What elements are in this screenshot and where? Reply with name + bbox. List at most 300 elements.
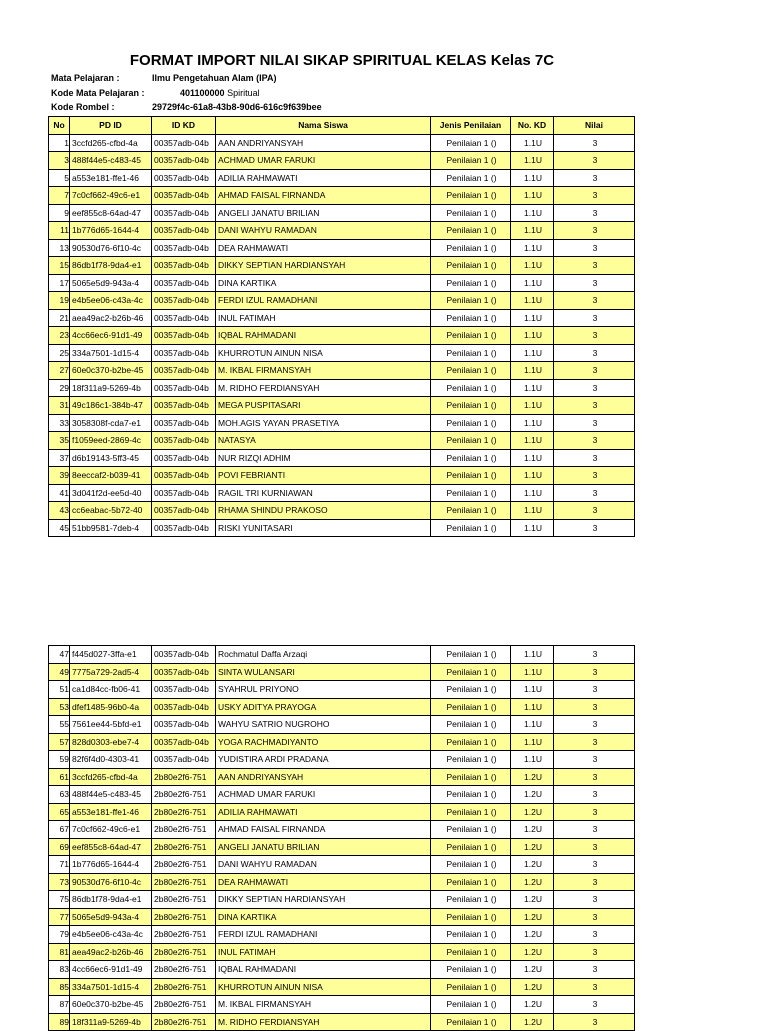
table-row [49,1013,635,1031]
cell-no-kd: 1.1U [511,152,554,170]
table-row [49,856,635,874]
table-row [49,344,635,362]
cell-nama-siswa: AHMAD FAISAL FIRNANDA [216,821,431,839]
cell-no-kd: 1.1U [511,733,554,751]
cell-id-kd: 2b80e2f6-751 [152,838,216,856]
cell-id-kd: 2b80e2f6-751 [152,961,216,979]
cell-jenis-penilaian: Penilaian 1 () [431,908,511,926]
cell-nilai: 3 [554,961,635,979]
cell-pd-id: aea49ac2-b26b-46 [70,309,152,327]
cell-id-kd: 00357adb-04b [152,502,216,520]
cell-id-kd: 2b80e2f6-751 [152,978,216,996]
cell-nilai: 3 [554,891,635,909]
cell-nilai: 3 [554,698,635,716]
cell-nama-siswa: SYAHRUL PRIYONO [216,681,431,699]
cell-id-kd: 00357adb-04b [152,698,216,716]
cell-no: 45 [49,519,70,537]
cell-no-kd: 1.1U [511,397,554,415]
table-row [49,467,635,485]
cell-pd-id: dfef1485-96b0-4a [70,698,152,716]
cell-id-kd: 00357adb-04b [152,733,216,751]
table-row [49,961,635,979]
meta-label: Kode Rombel : [51,102,115,112]
cell-no: 23 [49,327,70,345]
table-row [49,379,635,397]
cell-nama-siswa: AAN ANDRIYANSYAH [216,768,431,786]
cell-pd-id: 4cc66ec6-91d1-49 [70,327,152,345]
cell-no: 67 [49,821,70,839]
cell-nilai: 3 [554,821,635,839]
cell-nama-siswa: RAGIL TRI KURNIAWAN [216,484,431,502]
cell-jenis-penilaian: Penilaian 1 () [431,467,511,485]
cell-nama-siswa: USKY ADITYA PRAYOGA [216,698,431,716]
cell-no: 9 [49,204,70,222]
cell-nama-siswa: YUDISTIRA ARDI PRADANA [216,751,431,769]
cell-id-kd: 00357adb-04b [152,414,216,432]
cell-no-kd: 1.1U [511,751,554,769]
cell-no-kd: 1.1U [511,257,554,275]
cell-nilai: 3 [554,169,635,187]
cell-no: 29 [49,379,70,397]
cell-no-kd: 1.1U [511,414,554,432]
cell-no: 59 [49,751,70,769]
cell-nilai: 3 [554,1013,635,1031]
cell-jenis-penilaian: Penilaian 1 () [431,379,511,397]
cell-pd-id: 60e0c370-b2be-45 [70,996,152,1014]
cell-no: 77 [49,908,70,926]
column-header: Jenis Penilaian [431,117,511,135]
cell-pd-id: 1b776d65-1644-4 [70,222,152,240]
cell-nilai: 3 [554,873,635,891]
meta-value: Ilmu Pengetahuan Alam (IPA) [152,73,277,83]
cell-jenis-penilaian: Penilaian 1 () [431,397,511,415]
cell-id-kd: 00357adb-04b [152,519,216,537]
cell-jenis-penilaian: Penilaian 1 () [431,751,511,769]
cell-jenis-penilaian: Penilaian 1 () [431,239,511,257]
cell-no-kd: 1.1U [511,239,554,257]
cell-nama-siswa: RHAMA SHINDU PRAKOSO [216,502,431,520]
cell-jenis-penilaian: Penilaian 1 () [431,961,511,979]
table-row [49,803,635,821]
cell-nilai: 3 [554,362,635,380]
cell-nilai: 3 [554,751,635,769]
cell-pd-id: 49c186c1-384b-47 [70,397,152,415]
cell-no-kd: 1.1U [511,344,554,362]
cell-pd-id: d6b19143-5ff3-45 [70,449,152,467]
meta-value: 401100000 [180,88,225,98]
cell-no-kd: 1.1U [511,169,554,187]
cell-nama-siswa: MOH.AGIS YAYAN PRASETIYA [216,414,431,432]
cell-id-kd: 00357adb-04b [152,663,216,681]
cell-no-kd: 1.2U [511,891,554,909]
table-row [49,943,635,961]
cell-nilai: 3 [554,733,635,751]
table-row [49,519,635,537]
cell-jenis-penilaian: Penilaian 1 () [431,292,511,310]
cell-nama-siswa: M. IKBAL FIRMANSYAH [216,996,431,1014]
cell-nama-siswa: DEA RAHMAWATI [216,239,431,257]
cell-id-kd: 2b80e2f6-751 [152,856,216,874]
table-row [49,978,635,996]
cell-jenis-penilaian: Penilaian 1 () [431,327,511,345]
cell-no: 43 [49,502,70,520]
cell-no-kd: 1.2U [511,1013,554,1031]
table-row [49,873,635,891]
cell-id-kd: 00357adb-04b [152,222,216,240]
cell-nilai: 3 [554,152,635,170]
table-row [49,663,635,681]
cell-nilai: 3 [554,502,635,520]
cell-no-kd: 1.1U [511,379,554,397]
cell-id-kd: 00357adb-04b [152,379,216,397]
cell-nama-siswa: FERDI IZUL RAMADHANI [216,926,431,944]
cell-pd-id: 90530d76-6f10-4c [70,873,152,891]
cell-id-kd: 00357adb-04b [152,397,216,415]
cell-pd-id: 828d0303-ebe7-4 [70,733,152,751]
cell-jenis-penilaian: Penilaian 1 () [431,856,511,874]
cell-jenis-penilaian: Penilaian 1 () [431,681,511,699]
cell-no: 25 [49,344,70,362]
cell-jenis-penilaian: Penilaian 1 () [431,257,511,275]
cell-nilai: 3 [554,943,635,961]
cell-id-kd: 2b80e2f6-751 [152,891,216,909]
cell-no: 89 [49,1013,70,1031]
meta-sub: Spiritual [224,88,260,98]
column-header: Nama Siswa [216,117,431,135]
cell-jenis-penilaian: Penilaian 1 () [431,943,511,961]
cell-pd-id: 488f44e5-c483-45 [70,786,152,804]
cell-nilai: 3 [554,646,635,664]
cell-pd-id: 488f44e5-c483-45 [70,152,152,170]
column-header: Nilai [554,117,635,135]
cell-no: 39 [49,467,70,485]
cell-pd-id: a553e181-ffe1-46 [70,169,152,187]
cell-no-kd: 1.1U [511,134,554,152]
cell-id-kd: 00357adb-04b [152,292,216,310]
cell-no-kd: 1.1U [511,716,554,734]
cell-no-kd: 1.1U [511,292,554,310]
table-row [49,908,635,926]
cell-jenis-penilaian: Penilaian 1 () [431,873,511,891]
cell-nilai: 3 [554,856,635,874]
cell-no-kd: 1.1U [511,432,554,450]
cell-pd-id: 334a7501-1d15-4 [70,978,152,996]
cell-nama-siswa: ADILIA RAHMAWATI [216,169,431,187]
cell-jenis-penilaian: Penilaian 1 () [431,134,511,152]
cell-no-kd: 1.1U [511,646,554,664]
cell-jenis-penilaian: Penilaian 1 () [431,169,511,187]
cell-id-kd: 2b80e2f6-751 [152,926,216,944]
table-row [49,786,635,804]
meta-label: Mata Pelajaran : [51,73,120,83]
meta-label: Kode Mata Pelajaran : [51,88,145,98]
cell-id-kd: 00357adb-04b [152,274,216,292]
cell-no-kd: 1.1U [511,449,554,467]
cell-no: 69 [49,838,70,856]
cell-jenis-penilaian: Penilaian 1 () [431,274,511,292]
cell-jenis-penilaian: Penilaian 1 () [431,204,511,222]
cell-jenis-penilaian: Penilaian 1 () [431,1013,511,1031]
cell-pd-id: a553e181-ffe1-46 [70,803,152,821]
cell-no-kd: 1.2U [511,996,554,1014]
cell-id-kd: 2b80e2f6-751 [152,803,216,821]
cell-pd-id: 3ccfd265-cfbd-4a [70,134,152,152]
cell-id-kd: 00357adb-04b [152,467,216,485]
cell-pd-id: cc6eabac-5b72-40 [70,502,152,520]
cell-no: 75 [49,891,70,909]
table-row [49,292,635,310]
cell-id-kd: 00357adb-04b [152,239,216,257]
cell-nama-siswa: YOGA RACHMADIYANTO [216,733,431,751]
cell-nama-siswa: IQBAL RAHMADANI [216,961,431,979]
cell-no-kd: 1.2U [511,943,554,961]
cell-no-kd: 1.2U [511,856,554,874]
page-title: FORMAT IMPORT NILAI SIKAP SPIRITUAL KELAS Kelas 7C [129,52,555,69]
table-row [49,432,635,450]
cell-no-kd: 1.2U [511,786,554,804]
cell-nilai: 3 [554,204,635,222]
cell-nama-siswa: POVI FEBRIANTI [216,467,431,485]
column-header: ID KD [152,117,216,135]
cell-no: 55 [49,716,70,734]
cell-id-kd: 00357adb-04b [152,681,216,699]
cell-nama-siswa: ACHMAD UMAR FARUKI [216,786,431,804]
cell-no: 87 [49,996,70,1014]
cell-no-kd: 1.1U [511,519,554,537]
cell-no: 79 [49,926,70,944]
cell-nilai: 3 [554,978,635,996]
cell-no: 17 [49,274,70,292]
cell-nilai: 3 [554,309,635,327]
table-row [49,134,635,152]
cell-nilai: 3 [554,274,635,292]
cell-nilai: 3 [554,257,635,275]
cell-id-kd: 00357adb-04b [152,309,216,327]
cell-id-kd: 00357adb-04b [152,449,216,467]
cell-no-kd: 1.1U [511,502,554,520]
cell-nama-siswa: NUR RIZQI ADHIM [216,449,431,467]
cell-no: 53 [49,698,70,716]
cell-nilai: 3 [554,908,635,926]
cell-id-kd: 00357adb-04b [152,362,216,380]
cell-no: 49 [49,663,70,681]
cell-jenis-penilaian: Penilaian 1 () [431,519,511,537]
cell-nama-siswa: IQBAL RAHMADANI [216,327,431,345]
cell-pd-id: 7561ee44-5bfd-e1 [70,716,152,734]
cell-id-kd: 00357adb-04b [152,646,216,664]
cell-no: 57 [49,733,70,751]
cell-jenis-penilaian: Penilaian 1 () [431,222,511,240]
table-row [49,204,635,222]
cell-no: 37 [49,449,70,467]
cell-pd-id: eef855c8-64ad-47 [70,838,152,856]
cell-no-kd: 1.1U [511,484,554,502]
column-header: PD ID [70,117,152,135]
cell-nilai: 3 [554,519,635,537]
table-row [49,751,635,769]
cell-no-kd: 1.1U [511,681,554,699]
cell-id-kd: 2b80e2f6-751 [152,873,216,891]
table-row [49,414,635,432]
cell-jenis-penilaian: Penilaian 1 () [431,786,511,804]
cell-nama-siswa: FERDI IZUL RAMADHANI [216,292,431,310]
cell-pd-id: 18f311a9-5269-4b [70,379,152,397]
cell-nilai: 3 [554,222,635,240]
cell-nama-siswa: DINA KARTIKA [216,274,431,292]
grades-table-2 [48,645,635,1031]
cell-nilai: 3 [554,239,635,257]
table-row [49,698,635,716]
cell-pd-id: 82f6f4d0-4303-41 [70,751,152,769]
cell-no: 61 [49,768,70,786]
cell-pd-id: 18f311a9-5269-4b [70,1013,152,1031]
cell-nama-siswa: M. RIDHO FERDIANSYAH [216,1013,431,1031]
cell-pd-id: 86db1f78-9da4-e1 [70,891,152,909]
cell-pd-id: 1b776d65-1644-4 [70,856,152,874]
cell-pd-id: f445d027-3ffa-e1 [70,646,152,664]
cell-nama-siswa: AHMAD FAISAL FIRNANDA [216,187,431,205]
cell-nama-siswa: DIKKY SEPTIAN HARDIANSYAH [216,257,431,275]
cell-pd-id: 90530d76-6f10-4c [70,239,152,257]
cell-jenis-penilaian: Penilaian 1 () [431,996,511,1014]
cell-pd-id: 7775a729-2ad5-4 [70,663,152,681]
cell-pd-id: 8eeccaf2-b039-41 [70,467,152,485]
cell-id-kd: 2b80e2f6-751 [152,943,216,961]
cell-nama-siswa: INUL FATIMAH [216,943,431,961]
cell-pd-id: e4b5ee06-c43a-4c [70,292,152,310]
cell-jenis-penilaian: Penilaian 1 () [431,698,511,716]
cell-id-kd: 00357adb-04b [152,327,216,345]
cell-pd-id: ca1d84cc-fb06-41 [70,681,152,699]
cell-pd-id: 3d041f2d-ee5d-40 [70,484,152,502]
cell-id-kd: 00357adb-04b [152,204,216,222]
cell-jenis-penilaian: Penilaian 1 () [431,646,511,664]
cell-pd-id: 51bb9581-7deb-4 [70,519,152,537]
cell-no-kd: 1.1U [511,327,554,345]
cell-nama-siswa: DANI WAHYU RAMADAN [216,222,431,240]
cell-nama-siswa: ACHMAD UMAR FARUKI [216,152,431,170]
cell-no: 81 [49,943,70,961]
table-row [49,484,635,502]
cell-no-kd: 1.1U [511,187,554,205]
cell-nilai: 3 [554,838,635,856]
cell-no: 31 [49,397,70,415]
table-row [49,309,635,327]
cell-jenis-penilaian: Penilaian 1 () [431,449,511,467]
grades-table-1 [48,116,635,537]
cell-no: 7 [49,187,70,205]
cell-id-kd: 00357adb-04b [152,257,216,275]
cell-jenis-penilaian: Penilaian 1 () [431,978,511,996]
cell-jenis-penilaian: Penilaian 1 () [431,663,511,681]
cell-no-kd: 1.2U [511,768,554,786]
cell-jenis-penilaian: Penilaian 1 () [431,432,511,450]
cell-pd-id: 7c0cf662-49c6-e1 [70,821,152,839]
table-header-row [49,117,635,135]
cell-nilai: 3 [554,996,635,1014]
cell-no: 5 [49,169,70,187]
table-row [49,838,635,856]
table-row [49,169,635,187]
cell-id-kd: 2b80e2f6-751 [152,908,216,926]
cell-nama-siswa: ADILIA RAHMAWATI [216,803,431,821]
cell-no: 19 [49,292,70,310]
cell-jenis-penilaian: Penilaian 1 () [431,716,511,734]
cell-nama-siswa: RISKI YUNITASARI [216,519,431,537]
cell-pd-id: 334a7501-1d15-4 [70,344,152,362]
cell-no-kd: 1.2U [511,926,554,944]
cell-id-kd: 2b80e2f6-751 [152,996,216,1014]
cell-no-kd: 1.2U [511,873,554,891]
meta-value: 29729f4c-61a8-43b8-90d6-616c9f639bee [152,102,322,112]
column-header: No. KD [511,117,554,135]
cell-no: 13 [49,239,70,257]
table-row [49,222,635,240]
cell-jenis-penilaian: Penilaian 1 () [431,733,511,751]
cell-no-kd: 1.1U [511,663,554,681]
cell-nilai: 3 [554,663,635,681]
cell-pd-id: f1059eed-2869-4c [70,432,152,450]
cell-id-kd: 2b80e2f6-751 [152,821,216,839]
cell-no: 1 [49,134,70,152]
cell-no: 63 [49,786,70,804]
cell-id-kd: 00357adb-04b [152,432,216,450]
cell-no: 51 [49,681,70,699]
cell-nilai: 3 [554,926,635,944]
cell-nilai: 3 [554,681,635,699]
cell-nama-siswa: NATASYA [216,432,431,450]
cell-no-kd: 1.2U [511,803,554,821]
cell-nama-siswa: DEA RAHMAWATI [216,873,431,891]
cell-nilai: 3 [554,187,635,205]
cell-nilai: 3 [554,467,635,485]
cell-no: 85 [49,978,70,996]
cell-nama-siswa: MEGA PUSPITASARI [216,397,431,415]
cell-id-kd: 00357adb-04b [152,169,216,187]
cell-jenis-penilaian: Penilaian 1 () [431,362,511,380]
cell-no-kd: 1.1U [511,222,554,240]
cell-nilai: 3 [554,379,635,397]
cell-no-kd: 1.1U [511,467,554,485]
table-row [49,362,635,380]
cell-no-kd: 1.2U [511,961,554,979]
cell-nilai: 3 [554,327,635,345]
cell-no-kd: 1.2U [511,978,554,996]
cell-nama-siswa: M. RIDHO FERDIANSYAH [216,379,431,397]
table-row [49,502,635,520]
cell-pd-id: 4cc66ec6-91d1-49 [70,961,152,979]
cell-pd-id: eef855c8-64ad-47 [70,204,152,222]
table-row [49,891,635,909]
cell-jenis-penilaian: Penilaian 1 () [431,838,511,856]
table-row [49,821,635,839]
table-row [49,274,635,292]
cell-no: 71 [49,856,70,874]
cell-no-kd: 1.2U [511,821,554,839]
cell-id-kd: 00357adb-04b [152,751,216,769]
table-row [49,996,635,1014]
cell-pd-id: 60e0c370-b2be-45 [70,362,152,380]
cell-nama-siswa: SINTA WULANSARI [216,663,431,681]
cell-jenis-penilaian: Penilaian 1 () [431,821,511,839]
table-row [49,152,635,170]
cell-no: 3 [49,152,70,170]
table-row [49,239,635,257]
table-row [49,397,635,415]
cell-pd-id: 5065e5d9-943a-4 [70,908,152,926]
cell-nilai: 3 [554,786,635,804]
cell-no: 33 [49,414,70,432]
